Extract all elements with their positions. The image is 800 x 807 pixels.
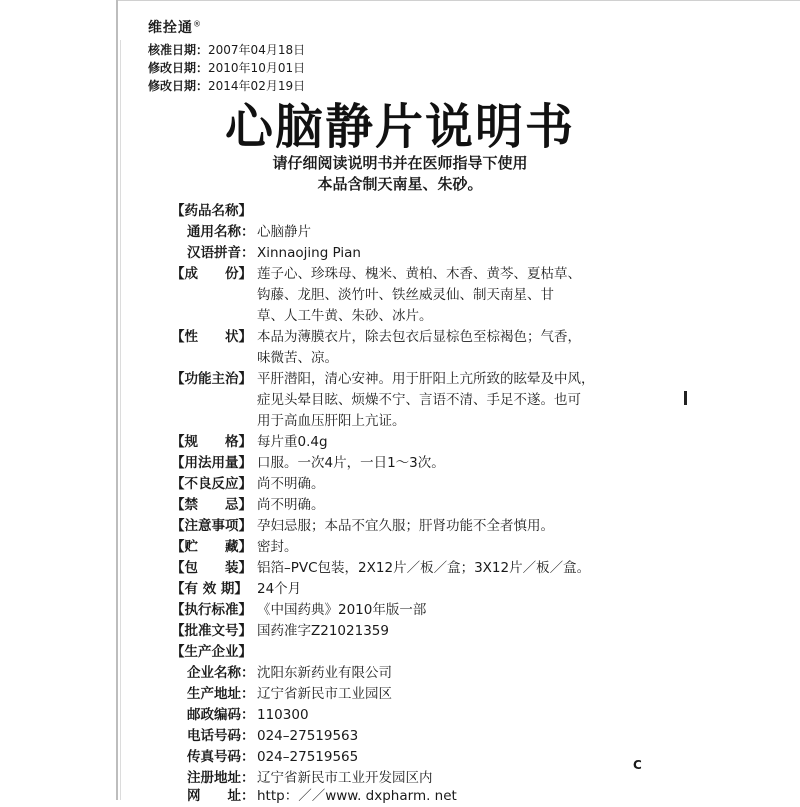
subtitle-instruction: 请仔细阅读说明书并在医师指导下使用 [272,154,528,172]
text-line: 本品为薄膜衣片，除去包衣后显棕色至棕褐色；气香， [257,329,581,345]
fax-value: 024–27519565 [257,749,359,765]
section-storage: 【贮 藏】 密封。 [171,539,298,555]
text-line: 钩藤、龙胆、淡竹叶、铁丝威灵仙、制天南星、甘 [257,287,554,303]
precautions-value: 孕妇忌服；本品不宜久服；肝肾功能不全者慎用。 [257,518,554,534]
storage-value: 密封。 [257,539,298,555]
standard-value: 《中国药典》2010年版一部 [257,602,427,618]
contraindications-value: 尚不明确。 [257,497,325,513]
section-usage: 【用法用量】 口服。一次4片，一日1～3次。 [171,455,445,471]
postcode-row: 邮政编码： 110300 [187,707,309,723]
pinyin-value: Xinnaojing Pian [257,245,361,261]
margin-mark [684,391,687,405]
ingredients-text [257,264,581,327]
website-value: http：／／www. dxpharm. net [257,788,457,804]
company-value: 沈阳东新药业有限公司 [257,665,392,681]
corner-mark: C [633,758,642,772]
pinyin-row: 汉语拼音： Xinnaojing Pian [187,245,361,261]
section-spec: 【规 格】 每片重0.4g [171,434,328,450]
company-row: 企业名称： 沈阳东新药业有限公司 [187,665,392,681]
spec-value: 每片重0.4g [257,434,328,450]
fax-row: 传真号码： 024–27519565 [187,749,359,765]
address-row: 生产地址： 辽宁省新民市工业园区 [187,686,392,702]
revision-date: 2010年10月01日 [208,61,306,75]
registered-address-row: 注册地址： 辽宁省新民市工业开发园区内 [187,770,433,786]
text-line: 症见头晕目眩、烦燥不宁、言语不清、手足不遂。也可 [257,392,581,408]
phone-value: 024–27519563 [257,728,359,744]
package-value: 铝箔–PVC包装，2X12片／板／盒；3X12片／板／盒。 [257,560,591,576]
section-adverse: 【不良反应】 尚不明确。 [171,476,325,492]
section-manufacturer: 【生产企业】 [171,644,252,660]
phone-row: 电话号码： 024–27519563 [187,728,359,744]
section-indications: 【功能主治】 [171,371,252,387]
text-line: 平肝潜阳，清心安神。用于肝阳上亢所致的眩晕及中风， [257,371,595,387]
revision-date-row: 修改日期：2014年02月19日 [148,79,306,93]
section-validity: 【有 效 期】 24个月 [171,581,302,597]
text-line: 草、人工牛黄、朱砂、冰片。 [257,308,433,324]
section-drug-name: 【药品名称】 [171,203,252,219]
scan-edge-top [118,0,800,1]
text-line: 味微苦、凉。 [257,350,338,366]
approval-date-row: 核准日期：2007年04月18日 [148,43,306,57]
registered-mark: ® [193,19,202,29]
section-package: 【包 装】 铝箔–PVC包装，2X12片／板／盒；3X12片／板／盒。 [171,560,591,576]
properties-text [257,327,581,369]
registered-address-value: 辽宁省新民市工业开发园区内 [257,770,433,786]
address-value: 辽宁省新民市工业园区 [257,686,392,702]
section-contraindications: 【禁 忌】 尚不明确。 [171,497,325,513]
usage-value: 口服。一次4片，一日1～3次。 [257,455,445,471]
adverse-value: 尚不明确。 [257,476,325,492]
revision-date-row: 修改日期：2010年10月01日 [148,61,306,75]
approval-number-value: 国药准字Z21021359 [257,623,389,639]
text-line: 莲子心、珍珠母、槐米、黄柏、木香、黄芩、夏枯草、 [257,266,581,282]
common-name-row: 通用名称： 心脑静片 [187,224,311,240]
approval-date: 2007年04月18日 [208,43,306,57]
section-precautions: 【注意事项】 孕妇忌服；本品不宜久服；肝肾功能不全者慎用。 [171,518,554,534]
subtitle-warning: 本品含制天南星、朱砂。 [317,175,483,193]
section-properties: 【性 状】 [171,329,252,345]
brand-name: 维拴通® [148,19,202,36]
document-title: 心脑静片说明书 [224,99,575,155]
postcode-value: 110300 [257,707,309,723]
section-standard: 【执行标准】 《中国药典》2010年版一部 [171,602,427,618]
text-line: 用于高血压肝阳上亢证。 [257,413,406,429]
validity-value: 24个月 [257,581,302,597]
indications-text [257,369,595,432]
section-approval-number: 【批准文号】 国药准字Z21021359 [171,623,389,639]
revision-date: 2014年02月19日 [208,79,306,93]
common-name-value: 心脑静片 [257,224,311,240]
section-ingredients: 【成 份】 [171,266,252,282]
website-row: 网 址： http：／／www. dxpharm. net [187,788,457,804]
